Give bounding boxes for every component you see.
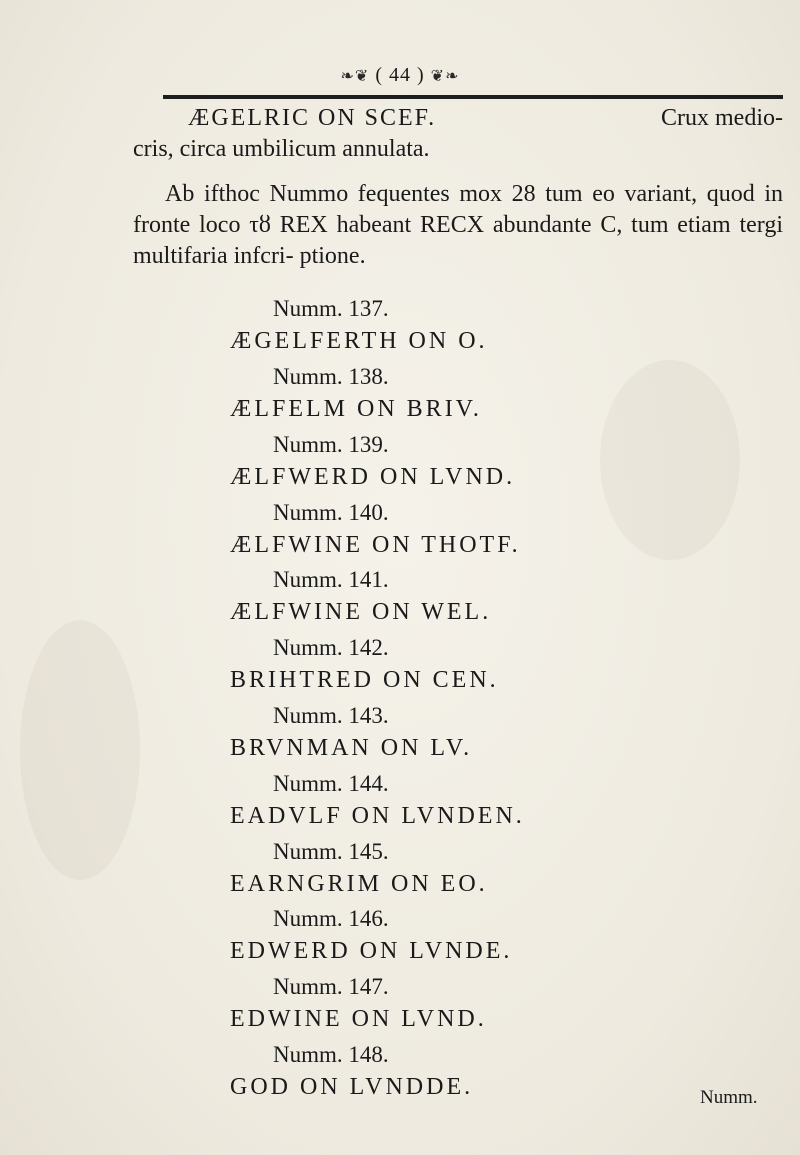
coin-moneyer: GOD ON LVNDDE. bbox=[230, 1074, 474, 1100]
coin-number: Numm. 144. bbox=[273, 771, 389, 796]
coin-number: Numm. 143. bbox=[273, 703, 389, 728]
coin-moneyer: BRVNMAN ON LV. bbox=[230, 735, 473, 761]
coin-moneyer: ÆLFWINE ON WEL. bbox=[230, 599, 492, 625]
coin-number: Numm. 137. bbox=[273, 296, 389, 321]
coin-moneyer: EDWERD ON LVNDE. bbox=[230, 938, 513, 964]
intro-crux: Crux medio- bbox=[661, 105, 783, 131]
left-ornament-icon: ❧❦ bbox=[340, 68, 370, 85]
header-rule bbox=[163, 95, 783, 99]
coin-moneyer: ÆLFWINE ON THOTF. bbox=[230, 532, 521, 558]
right-ornament-icon: ❦❧ bbox=[430, 68, 460, 85]
intro-continuation: cris, circa umbilicum annulata. bbox=[133, 136, 430, 162]
coin-moneyer: EARNGRIM ON EO. bbox=[230, 871, 488, 897]
coin-number: Numm. 142. bbox=[273, 635, 389, 660]
coin-moneyer: ÆGELFERTH ON O. bbox=[230, 328, 488, 354]
paper-stain bbox=[600, 360, 740, 560]
coin-number: Numm. 140. bbox=[273, 500, 389, 525]
coin-moneyer: BRIHTRED ON CEN. bbox=[230, 667, 499, 693]
coin-number: Numm. 147. bbox=[273, 974, 389, 999]
coin-number: Numm. 146. bbox=[273, 906, 389, 931]
page-number: ( 44 ) bbox=[375, 64, 425, 86]
coin-number: Numm. 141. bbox=[273, 567, 389, 592]
coin-number: Numm. 139. bbox=[273, 432, 389, 457]
coin-number: Numm. 145. bbox=[273, 839, 389, 864]
coin-moneyer: EDWINE ON LVND. bbox=[230, 1006, 487, 1032]
catchword: Numm. bbox=[700, 1087, 758, 1108]
body-paragraph: Ab ifthoc Nummo fequentes mox 28 tum eo variant, quod in fronte loco τȣ REX habeant RECX abundante C, tum etiam tergi multifaria infcri- ptione. bbox=[133, 181, 783, 269]
coin-moneyer: EADVLF ON LVNDEN. bbox=[230, 803, 525, 829]
intro-moneyer: ÆGELRIC ON SCEF. bbox=[188, 105, 437, 131]
coin-number: Numm. 148. bbox=[273, 1042, 389, 1067]
intro-first-line bbox=[188, 103, 783, 134]
coin-number: Numm. 138. bbox=[273, 364, 389, 389]
page-header bbox=[0, 64, 800, 87]
coin-moneyer: ÆLFWERD ON LVND. bbox=[230, 464, 516, 490]
coin-moneyer: ÆLFELM ON BRIV. bbox=[230, 396, 482, 422]
